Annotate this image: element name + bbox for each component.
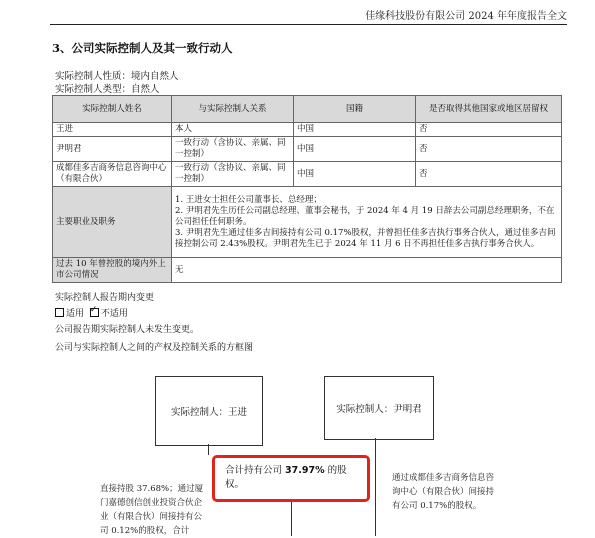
table-row	[53, 137, 562, 162]
connector-line	[208, 444, 209, 455]
not-applicable-checkbox[interactable]	[90, 308, 99, 317]
cell-relation: 一致行动（含协议、亲属、同一控制）	[172, 137, 294, 162]
cell-relation: 本人	[172, 123, 294, 137]
controller-box-label: 实际控制人：尹明君	[336, 404, 422, 415]
controller-table	[52, 95, 562, 283]
controller-type: 实际控制人类型：自然人	[55, 84, 160, 95]
controller-box-label: 实际控制人：王进	[170, 407, 247, 418]
callout-prefix: 合计持有公司	[225, 465, 283, 476]
cell-residency: 否	[416, 162, 562, 187]
occupation-item: 2. 尹明君先生历任公司副总经理、董事会秘书，于 2024 年 4 月 19 日辞去公司副总经理职务，不在公司担任任何职务。	[175, 205, 555, 227]
applicable-checkbox[interactable]	[55, 308, 64, 317]
connector-line	[375, 438, 376, 536]
occupation-item: 1. 王进女士担任公司董事长、总经理；	[175, 194, 322, 205]
section-title: 3、公司实际控制人及其一致行动人	[52, 41, 233, 55]
diagram-title: 公司与实际控制人之间的产权及控制关系的方框图	[55, 343, 254, 353]
table-row	[53, 123, 562, 137]
cell-name: 王进	[53, 123, 172, 137]
header-relation: 与实际控制人关系	[172, 96, 294, 123]
wangjin-holding-note: 直接持股 37.68%；通过厦门嘉德创信创业投资合伙企业（有限合伙）间接持有公司 0.12%的股权，合计	[100, 484, 204, 536]
past-companies-label: 过去 10 年曾控股的境内外上市公司情况	[53, 258, 172, 283]
cell-nationality: 中国	[294, 162, 416, 187]
header-nationality: 国籍	[294, 96, 416, 123]
cell-relation: 一致行动（含协议、亲属、同一控制）	[172, 162, 294, 187]
controller-nature: 实际控制人性质：境内自然人	[55, 71, 179, 82]
report-header-title: 佳缘科技股份有限公司 2024 年年度报告全文	[365, 11, 567, 22]
applicable-label: 适用	[66, 309, 85, 319]
change-title: 实际控制人报告期内变更	[55, 293, 155, 303]
yinmingjun-holding-note: 通过成都佳多吉商务信息咨询中心（有限合伙）间接持有公司 0.17%的股权。	[392, 473, 495, 511]
occupation-details	[172, 187, 562, 258]
header-residency: 是否取得其他国家或地区居留权	[416, 96, 562, 123]
no-change-text: 公司报告期实际控制人未发生变更。	[55, 325, 200, 335]
cell-nationality: 中国	[294, 137, 416, 162]
past-companies-row	[53, 258, 562, 283]
header-name: 实际控制人姓名	[53, 96, 172, 123]
cell-name: 尹明君	[53, 137, 172, 162]
occupation-item: 3. 尹明君先生通过佳多吉间接持有公司 0.17%股权，并曾担任佳多吉执行事务合伙人，通过佳多吉间接控制公司 2.43%股权。尹明君先生已于 2024 年 11 月 6 日不再担任佳多吉执行事务合伙人。	[175, 227, 556, 249]
cell-residency: 否	[416, 137, 562, 162]
controller-box-wangjin	[155, 376, 263, 446]
not-applicable-label: 不适用	[100, 309, 128, 319]
change-options	[55, 306, 128, 319]
cell-residency: 否	[416, 123, 562, 137]
cell-name: 成都佳多吉商务信息咨询中心（有限合伙）	[53, 162, 172, 187]
callout-percentage: 37.97%	[285, 465, 325, 476]
past-companies-value: 无	[172, 258, 562, 283]
callout-suffix: 的股权。	[225, 465, 347, 490]
table-row	[53, 162, 562, 187]
controller-box-yinmingjun	[324, 376, 434, 440]
header-divider	[50, 24, 567, 25]
occupation-label: 主要职业及职务	[53, 187, 172, 258]
occupation-row	[53, 187, 562, 258]
total-holding-callout	[212, 455, 370, 502]
connector-line	[291, 502, 292, 536]
table-header-row	[53, 96, 562, 123]
cell-nationality: 中国	[294, 123, 416, 137]
